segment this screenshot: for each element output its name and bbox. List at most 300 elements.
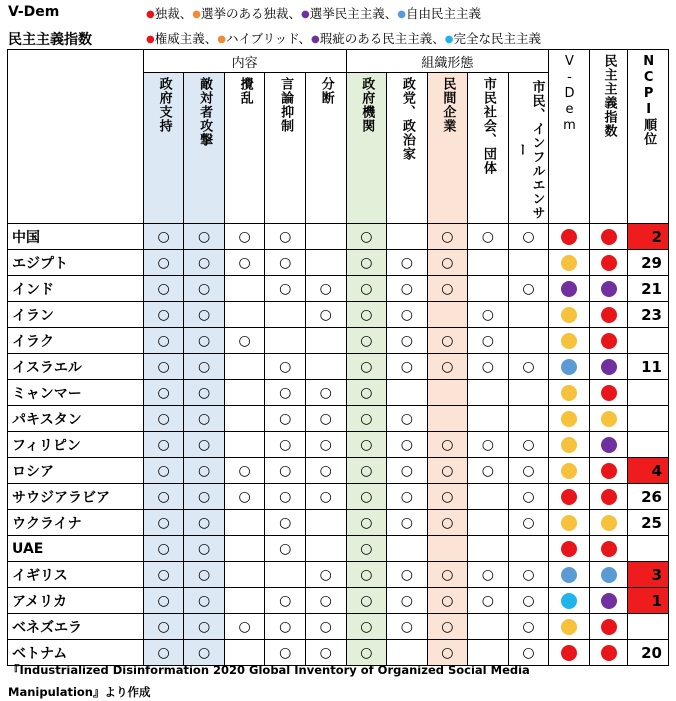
check-mark: ○ (198, 644, 211, 661)
check-mark: ○ (238, 254, 251, 271)
status-dot-icon (601, 281, 617, 297)
org-cell (427, 614, 468, 640)
vdem-cell (549, 458, 590, 484)
status-dot-icon (601, 411, 617, 427)
country-name: イラク (8, 328, 144, 354)
org-cell (387, 588, 428, 614)
check-mark: ○ (198, 514, 211, 531)
status-dot-icon (601, 645, 617, 661)
content-cell (224, 380, 265, 406)
index-header: 民主主義指数 (589, 50, 628, 224)
check-mark: ○ (400, 358, 413, 375)
org-cell (468, 510, 509, 536)
check-mark: ○ (400, 306, 413, 323)
vdem-cell (549, 224, 590, 250)
org-cell (427, 380, 468, 406)
content-cell (184, 380, 225, 406)
check-mark: ○ (441, 592, 454, 609)
content-cell (224, 562, 265, 588)
disinformation-table (7, 49, 669, 666)
check-mark: ○ (441, 566, 454, 583)
country-name: イギリス (8, 562, 144, 588)
org-cell (427, 484, 468, 510)
org-cell (346, 536, 387, 562)
vdem-cell (549, 484, 590, 510)
check-mark: ○ (198, 566, 211, 583)
check-mark: ○ (319, 618, 332, 635)
org-cell (508, 588, 549, 614)
org-cell (508, 458, 549, 484)
content-cell (265, 588, 306, 614)
org-cell (346, 484, 387, 510)
org-cell (346, 562, 387, 588)
content-cell (224, 224, 265, 250)
content-cell (184, 510, 225, 536)
content-cell (224, 250, 265, 276)
org-cell (346, 302, 387, 328)
country-name: インド (8, 276, 144, 302)
org-cell (387, 328, 428, 354)
status-dot-icon (601, 359, 617, 375)
org-cell (387, 224, 428, 250)
check-mark: ○ (360, 306, 373, 323)
org-cell (508, 224, 549, 250)
check-mark: ○ (400, 436, 413, 453)
org-cell (508, 562, 549, 588)
check-mark: ○ (279, 618, 292, 635)
check-mark: ○ (279, 462, 292, 479)
check-mark: ○ (522, 488, 535, 505)
check-mark: ○ (400, 618, 413, 635)
legend-dot-icon: ● (311, 34, 320, 45)
check-mark: ○ (157, 514, 170, 531)
check-mark: ○ (157, 410, 170, 427)
org-cell (468, 432, 509, 458)
ncpi-rank (628, 614, 669, 640)
org-cell (468, 302, 509, 328)
check-mark: ○ (522, 228, 535, 245)
check-mark: ○ (522, 592, 535, 609)
content-cell (143, 302, 184, 328)
content-cell (305, 458, 346, 484)
content-cell (265, 536, 306, 562)
country-name: ウクライナ (8, 510, 144, 536)
content-cell (184, 588, 225, 614)
check-mark: ○ (198, 332, 211, 349)
country-name: エジプト (8, 250, 144, 276)
org-cell (427, 406, 468, 432)
check-mark: ○ (157, 306, 170, 323)
check-mark: ○ (198, 540, 211, 557)
content-cell (143, 588, 184, 614)
index-cell (589, 588, 628, 614)
org-cell (468, 484, 509, 510)
check-mark: ○ (481, 436, 494, 453)
status-dot-icon (601, 437, 617, 453)
status-dot-icon (561, 255, 577, 271)
index-cell (589, 380, 628, 406)
check-mark: ○ (157, 436, 170, 453)
legend-label: 瑕疵のある民主主義、 (319, 31, 445, 46)
check-mark: ○ (360, 644, 373, 661)
status-dot-icon (601, 307, 617, 323)
content-cell (184, 354, 225, 380)
org-col-header: 政府機関 (346, 73, 387, 224)
check-mark: ○ (157, 462, 170, 479)
check-mark: ○ (522, 566, 535, 583)
ncpi-rank: 1 (628, 588, 669, 614)
check-mark: ○ (157, 332, 170, 349)
table-row (8, 588, 669, 614)
status-dot-icon (601, 463, 617, 479)
vdem-cell (549, 562, 590, 588)
check-mark: ○ (400, 332, 413, 349)
org-cell (387, 406, 428, 432)
check-mark: ○ (198, 358, 211, 375)
org-cell (508, 380, 549, 406)
content-cell (265, 510, 306, 536)
org-cell (468, 276, 509, 302)
vdem-cell (549, 354, 590, 380)
check-mark: ○ (198, 228, 211, 245)
org-cell (468, 250, 509, 276)
vdem-legend (146, 4, 481, 22)
check-mark: ○ (400, 592, 413, 609)
content-cell (184, 406, 225, 432)
check-mark: ○ (400, 410, 413, 427)
content-cell (143, 458, 184, 484)
country-name: フィリピン (8, 432, 144, 458)
legend-label: ハイブリッド、 (225, 31, 311, 46)
org-cell (387, 614, 428, 640)
index-cell (589, 562, 628, 588)
content-cell (184, 484, 225, 510)
check-mark: ○ (198, 254, 211, 271)
check-mark: ○ (400, 254, 413, 271)
org-cell (346, 588, 387, 614)
check-mark: ○ (360, 384, 373, 401)
check-mark: ○ (157, 228, 170, 245)
org-cell (346, 510, 387, 536)
check-mark: ○ (481, 228, 494, 245)
content-col-header: 言論抑制 (265, 73, 306, 224)
org-cell (468, 536, 509, 562)
check-mark: ○ (360, 592, 373, 609)
content-cell (224, 406, 265, 432)
check-mark: ○ (522, 618, 535, 635)
country-name: ミャンマー (8, 380, 144, 406)
org-cell (387, 484, 428, 510)
org-cell (387, 354, 428, 380)
legend-dot-icon: ● (444, 34, 454, 45)
check-mark: ○ (319, 462, 332, 479)
country-name: イスラエル (8, 354, 144, 380)
table-row (8, 562, 669, 588)
country-name: UAE (8, 536, 144, 562)
content-cell (305, 354, 346, 380)
vdem-cell (549, 510, 590, 536)
check-mark: ○ (279, 514, 292, 531)
check-mark: ○ (360, 540, 373, 557)
check-mark: ○ (279, 488, 292, 505)
index-cell (589, 510, 628, 536)
check-mark: ○ (360, 228, 373, 245)
index-cell (589, 354, 628, 380)
content-cell (305, 614, 346, 640)
vdem-cell (549, 276, 590, 302)
vdem-cell (549, 432, 590, 458)
org-cell (508, 406, 549, 432)
table-row (8, 458, 669, 484)
status-dot-icon (561, 229, 577, 245)
check-mark: ○ (279, 436, 292, 453)
content-col-header: 攪乱 (224, 73, 265, 224)
content-cell (265, 302, 306, 328)
org-cell (387, 250, 428, 276)
ncpi-rank (628, 536, 669, 562)
ncpi-rank (628, 406, 669, 432)
status-dot-icon (601, 593, 617, 609)
corner-cell (8, 50, 144, 224)
check-mark: ○ (198, 306, 211, 323)
org-cell (427, 276, 468, 302)
ncpi-rank: 29 (628, 250, 669, 276)
index-cell (589, 614, 628, 640)
content-cell (143, 354, 184, 380)
check-mark: ○ (481, 462, 494, 479)
org-cell (427, 588, 468, 614)
content-cell (143, 536, 184, 562)
check-mark: ○ (319, 280, 332, 297)
check-mark: ○ (238, 228, 251, 245)
check-mark: ○ (198, 410, 211, 427)
ncpi-rank: 23 (628, 302, 669, 328)
content-cell (265, 484, 306, 510)
table-row (8, 354, 669, 380)
index-cell (589, 328, 628, 354)
check-mark: ○ (319, 644, 332, 661)
content-cell (305, 406, 346, 432)
check-mark: ○ (198, 280, 211, 297)
org-cell (427, 536, 468, 562)
check-mark: ○ (441, 280, 454, 297)
legend-dot-icon: ● (192, 9, 201, 20)
vdem-cell (549, 328, 590, 354)
content-cell (265, 328, 306, 354)
ncpi-header: NCPI順位 (628, 50, 669, 224)
ncpi-rank (628, 328, 669, 354)
ncpi-rank (628, 432, 669, 458)
content-cell (265, 380, 306, 406)
vdem-cell (549, 614, 590, 640)
index-legend-title: 民主主義指数 (8, 32, 92, 48)
content-cell (184, 614, 225, 640)
org-cell (387, 432, 428, 458)
country-name: サウジアラビア (8, 484, 144, 510)
org-cell (468, 614, 509, 640)
check-mark: ○ (279, 384, 292, 401)
content-cell (265, 614, 306, 640)
content-cell (305, 510, 346, 536)
content-cell (143, 328, 184, 354)
check-mark: ○ (360, 488, 373, 505)
content-cell (265, 458, 306, 484)
content-cell (224, 328, 265, 354)
org-cell (387, 562, 428, 588)
index-cell (589, 484, 628, 510)
country-name: イラン (8, 302, 144, 328)
check-mark: ○ (441, 358, 454, 375)
check-mark: ○ (360, 566, 373, 583)
index-cell (589, 406, 628, 432)
content-cell (305, 380, 346, 406)
table-row (8, 510, 669, 536)
content-cell (143, 250, 184, 276)
content-cell (224, 588, 265, 614)
table-row (8, 328, 669, 354)
content-cell (265, 406, 306, 432)
content-cell (265, 354, 306, 380)
org-col-header: 市民、インフルエンサー (508, 73, 549, 224)
legend-dot-icon: ● (146, 9, 155, 20)
legend-label: 選挙のある独裁、 (200, 6, 301, 21)
status-dot-icon (601, 619, 617, 635)
org-cell (427, 302, 468, 328)
org-cell (508, 510, 549, 536)
check-mark: ○ (157, 618, 170, 635)
check-mark: ○ (481, 566, 494, 583)
country-name: ベネズエラ (8, 614, 144, 640)
index-cell (589, 302, 628, 328)
content-cell (224, 510, 265, 536)
org-cell (468, 406, 509, 432)
ncpi-rank: 4 (628, 458, 669, 484)
vdem-cell (549, 588, 590, 614)
country-name: 中国 (8, 224, 144, 250)
table-row (8, 276, 669, 302)
org-cell (427, 562, 468, 588)
status-dot-icon (561, 463, 577, 479)
vdem-cell (549, 536, 590, 562)
index-legend (146, 29, 541, 47)
check-mark: ○ (198, 488, 211, 505)
check-mark: ○ (400, 462, 413, 479)
org-cell (346, 250, 387, 276)
check-mark: ○ (522, 358, 535, 375)
check-mark: ○ (441, 514, 454, 531)
check-mark: ○ (157, 488, 170, 505)
content-cell (143, 562, 184, 588)
org-cell (346, 458, 387, 484)
legend-dot-icon: ● (301, 9, 310, 20)
legend-label: 権威主義、 (154, 31, 218, 46)
org-cell (508, 614, 549, 640)
ncpi-rank: 3 (628, 562, 669, 588)
check-mark: ○ (198, 384, 211, 401)
legend-dot-icon: ● (146, 34, 155, 45)
table-row (8, 614, 669, 640)
content-cell (143, 224, 184, 250)
legend-dot-icon: ● (217, 34, 226, 45)
index-cell (589, 276, 628, 302)
org-cell (508, 536, 549, 562)
content-cell (224, 614, 265, 640)
check-mark: ○ (522, 280, 535, 297)
org-cell (508, 354, 549, 380)
check-mark: ○ (319, 436, 332, 453)
vdem-cell (549, 302, 590, 328)
vdem-cell (549, 380, 590, 406)
org-cell (468, 380, 509, 406)
check-mark: ○ (319, 410, 332, 427)
check-mark: ○ (360, 436, 373, 453)
org-cell (346, 276, 387, 302)
country-name: アメリカ (8, 588, 144, 614)
check-mark: ○ (279, 228, 292, 245)
ncpi-rank (628, 380, 669, 406)
org-cell (346, 328, 387, 354)
org-cell (508, 432, 549, 458)
org-cell (427, 224, 468, 250)
content-cell (224, 302, 265, 328)
ncpi-rank: 21 (628, 276, 669, 302)
check-mark: ○ (238, 332, 251, 349)
content-cell (184, 328, 225, 354)
content-cell (184, 250, 225, 276)
check-mark: ○ (279, 254, 292, 271)
content-cell (305, 302, 346, 328)
content-cell (184, 536, 225, 562)
status-dot-icon (601, 385, 617, 401)
check-mark: ○ (279, 280, 292, 297)
vdem-cell (549, 250, 590, 276)
content-cell (265, 250, 306, 276)
content-cell (224, 276, 265, 302)
org-cell (346, 406, 387, 432)
org-cell (468, 458, 509, 484)
table-row (8, 302, 669, 328)
content-cell (143, 406, 184, 432)
check-mark: ○ (522, 462, 535, 479)
content-cell (305, 250, 346, 276)
check-mark: ○ (319, 306, 332, 323)
org-cell (427, 432, 468, 458)
org-col-header: 市民社会、団体 (468, 73, 509, 224)
table-row (8, 224, 669, 250)
footnote-line1: 『Industrialized Disinformation 2020 Global Inventory of Organized Social Media (8, 663, 530, 677)
index-cell (589, 640, 628, 666)
ncpi-rank: 20 (628, 640, 669, 666)
status-dot-icon (601, 567, 617, 583)
check-mark: ○ (360, 254, 373, 271)
check-mark: ○ (198, 618, 211, 635)
status-dot-icon (601, 541, 617, 557)
status-dot-icon (561, 333, 577, 349)
org-cell (346, 614, 387, 640)
legend-label: 独裁、 (154, 6, 193, 21)
org-cell (468, 328, 509, 354)
check-mark: ○ (279, 644, 292, 661)
org-cell (387, 536, 428, 562)
status-dot-icon (561, 593, 577, 609)
check-mark: ○ (279, 540, 292, 557)
check-mark: ○ (157, 358, 170, 375)
check-mark: ○ (319, 384, 332, 401)
content-cell (184, 302, 225, 328)
content-cell (305, 328, 346, 354)
legend-label: 自由民主主義 (405, 6, 481, 21)
vdem-cell (549, 406, 590, 432)
